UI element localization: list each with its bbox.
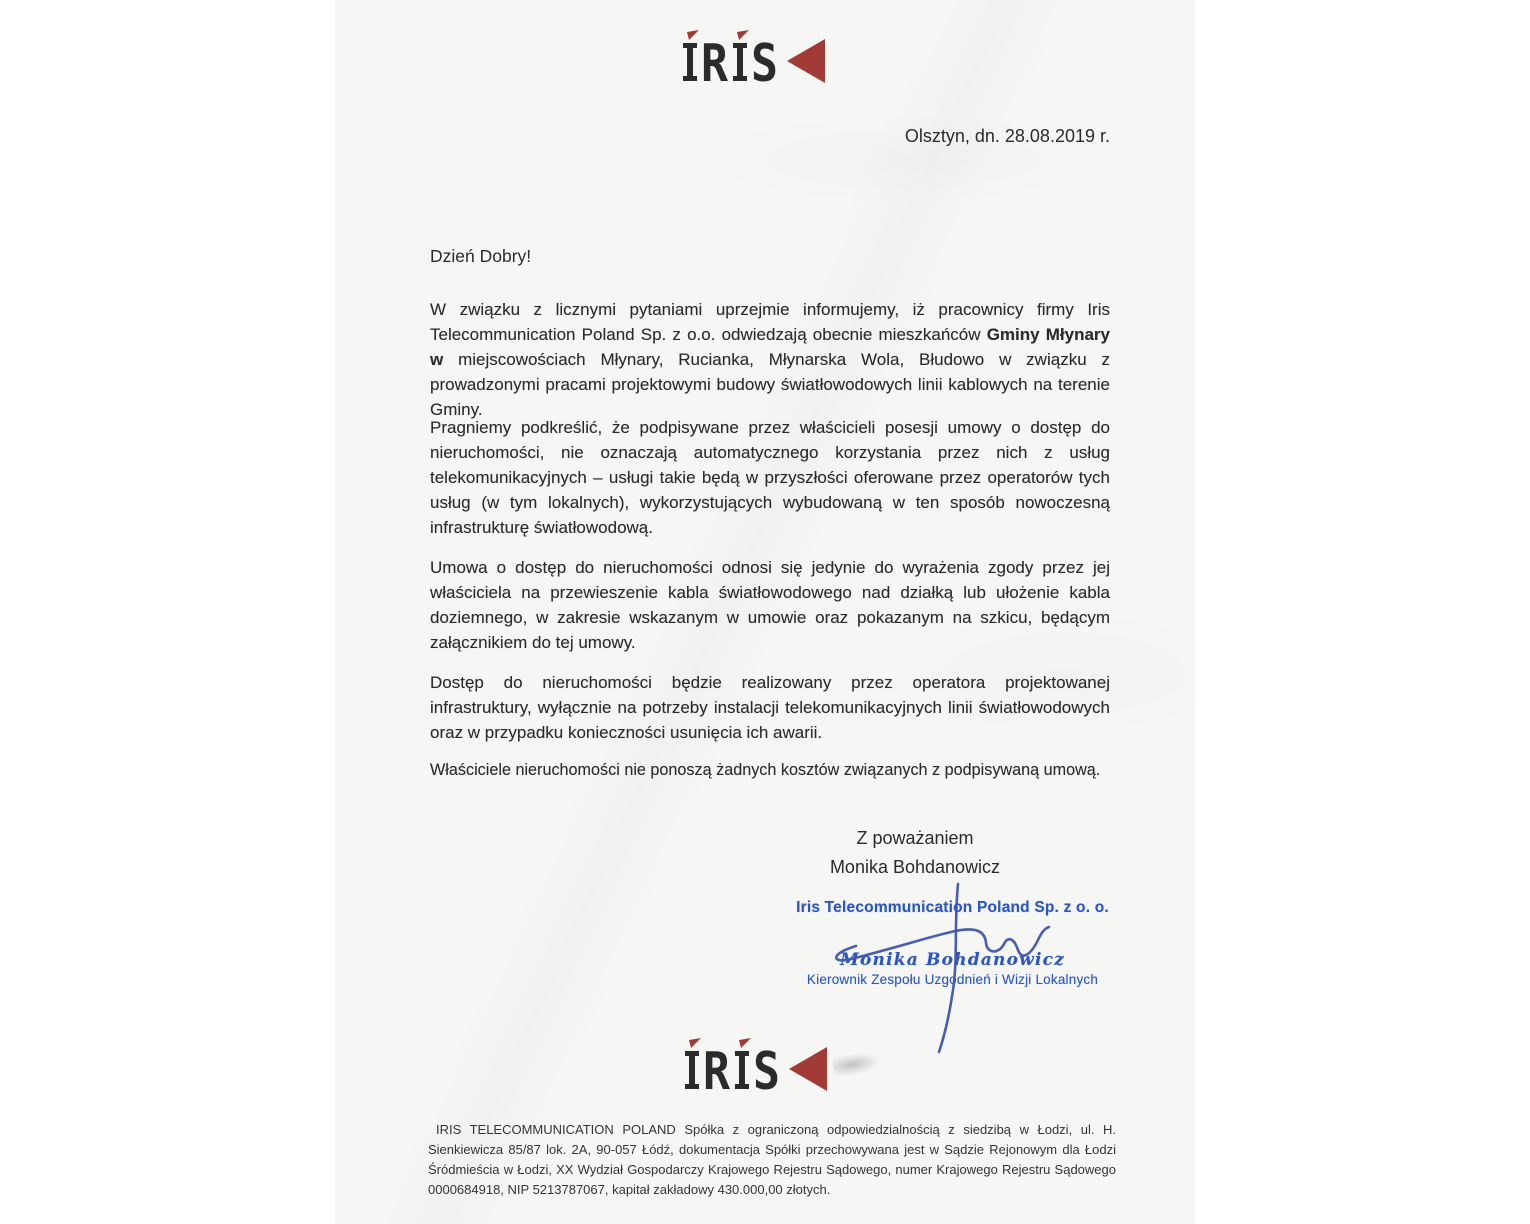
paragraph-5: Właściciele nieruchomości nie ponoszą żadnych kosztów związanych z podpisywaną umową.	[430, 761, 1101, 779]
iris-wordmark	[685, 1036, 830, 1096]
logo-letter-r: R	[703, 1042, 731, 1096]
paragraph-1-bold-text: Gminy Młynary w	[430, 325, 1111, 369]
paragraph-2: Pragniemy podkreślić, że podpisywane przez właścicieli posesji umowy o dostęp do nieruchomości, nie oznaczają automatycznego korzystania przez nich z usług telekomunikacyjnych – usługi takie będą w przyszłości oferowane przez operatorów tych usług (w tym lokalnych), wykorzystujących wybudowaną w ten sposób nowoczesną infrastrukturę światłowodową.	[430, 418, 1110, 537]
iris-wordmark	[683, 28, 828, 88]
stamp-company-line: Iris Telecommunication Poland Sp. z o. o.	[796, 899, 1109, 916]
stamp-name-line: Monika Bohdanowicz	[839, 950, 1066, 970]
scanned-letter-page	[335, 0, 1195, 1224]
iris-flag-icon	[739, 1038, 751, 1048]
iris-logo	[683, 28, 828, 88]
stamp-title-line: Kierownik Zespołu Uzgodnień i Wizji Lokalnych	[806, 972, 1099, 987]
footer-legal-text: IRIS TELECOMMUNICATION POLAND Spółka z ograniczoną odpowiedzialnością z siedzibą w Łodzi, ul. H. Sienkiewicza 85/87 lok. 2A, 90-057 Łódź, dokumentacja Spółki przechowywana jest w Sądzie Rejonowym dla Łodzi Śródmieścia w Łodzi, XX Wydział Gospodarczy Krajowego Rejestru Sądowego, numer Krajowego Rejestru Sądowego 0000684918, NIP 5213787067, kapitał zakładowy 430.000,00 złotych.	[428, 1122, 1116, 1197]
logo-letter-s: S	[753, 1042, 780, 1096]
greeting: Dzień Dobry!	[430, 246, 532, 266]
closing-block	[765, 824, 1065, 882]
paragraph-1	[430, 297, 1110, 422]
paragraph-3: Umowa o dostęp do nieruchomości odnosi się jedynie do wyrażenia zgody przez jej właściciela na przewieszenie kabla światłowodowego nad działką lub ułożenie kabla doziemnego, w zakresie wskazanym w umowie oraz pokazanym na szkicu, będącym załącznikiem do tej umowy.	[430, 558, 1110, 652]
logo-letter-s: S	[751, 34, 778, 88]
closing-salutation: Z poważaniem	[856, 828, 974, 848]
paragraph-1-text: miejscowościach Młynary, Rucianka, Młynarska Wola, Błudowo w związku z prowadzonymi pracami projektowymi budowy światłowodowych linii kablowych na terenie Gminy.	[430, 350, 1110, 419]
logo-letter-r: R	[701, 34, 729, 88]
paragraph-4: Dostęp do nieruchomości będzie realizowany przez operatora projektowanej infrastruktury, wyłącznie na potrzeby instalacji telekomunikacyjnych linii światłowodowych oraz w przypadku konieczności usunięcia ich awarii.	[430, 673, 1110, 742]
date-line: Olsztyn, dn. 28.08.2019 r.	[904, 126, 1110, 146]
iris-triangle-icon	[789, 1047, 827, 1091]
iris-triangle-icon	[787, 39, 825, 83]
paragraph-1-text: W związku z licznymi pytaniami uprzejmie informujemy, iż pracownicy firmy Iris Telecommunication Poland Sp. z o.o. odwiedzają obecnie mieszkańców	[430, 300, 1110, 344]
iris-flag-icon	[737, 30, 749, 40]
iris-logo-footer	[685, 1036, 830, 1096]
handwritten-signature	[815, 875, 1075, 1060]
iris-flag-icon	[689, 1038, 701, 1048]
iris-flag-icon	[687, 30, 699, 40]
closing-name: Monika Bohdanowicz	[829, 857, 1001, 877]
